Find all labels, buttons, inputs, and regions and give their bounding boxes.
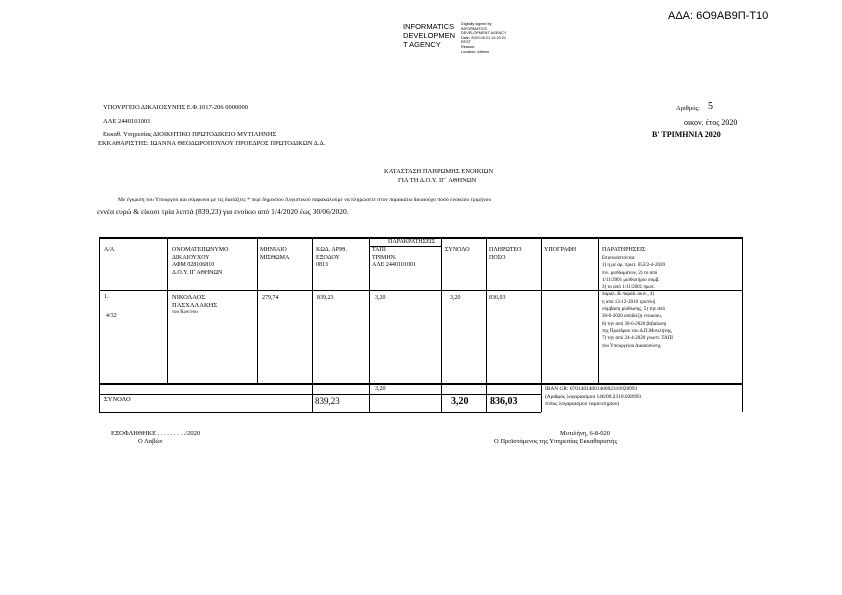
row-payable: 836,03 — [489, 295, 506, 301]
row-monthly: 279,74 — [262, 295, 279, 301]
footer-total: 3,20 — [451, 396, 469, 407]
col-kae: ΚΩΔ. ΑΡΙΘ. ΕΞΟΔΟΥ 0813 — [316, 247, 347, 268]
head-signature: Ο Προϊστάμενος της Υπηρεσίας Εκκαθαριστής — [494, 438, 618, 445]
clearing-line: ΕΚΚΑΘΑΡΙΣΤΗΣ: ΙΩΑΝΝΑ ΘΕΟΔΩΡΟΠΟΥΛΟΥ ΠΡΟΕΔΡΟΣ ΠΡΩΤΟΔΙΚΩΝ Δ.Δ. — [98, 140, 326, 147]
ministry-line: ΥΠΟΥΡΓΕΙΟ ΔΙΚΑΙΟΣΥΝΗΣ Ε.Φ.1017-206 0000000 — [103, 104, 249, 111]
document-subtitle: ΓΙΑ ΤΗ Δ.Ο.Υ. ΙΓ΄ ΑΘΗΝΩΝ — [398, 177, 477, 184]
row-aa: 1. — [104, 294, 109, 300]
agency-line2: DEVELOPMEN — [403, 31, 456, 40]
sum-tapi: 3,20 — [375, 386, 386, 392]
row-tapi: 3,20 — [375, 295, 386, 301]
authority-line: Εκκαθ. Υπηρεσίας ΔΙΟΙΚΗΤΙΚΟ ΠΡΩΤΟΔΙΚΕΙΟ ΜΥΤΙΛΗΝΗΣ — [103, 131, 277, 138]
col-total: ΣΥΝΟΛΟ — [445, 247, 470, 253]
footer-kae: 839,23 — [315, 396, 340, 406]
number-value: 5 — [708, 101, 713, 112]
footer-label: ΣΥΝΟΛΟ — [104, 396, 131, 403]
col-remarks: ΠΑΡΑΤΗΡΗΣΕΙΣ — [602, 247, 646, 253]
row-beneficiary: ΝΙΚΟΛΑΟΣ ΠΑΣΧΑΛΑΚΗΣ του Κων/νου — [172, 294, 218, 315]
iban-info: IBAN GR: 6701401460146002310928993 (Αριθμός λογαριασμού 146/00.2310.028993 τύπος λογαριασμού ταμιευτηρίου) — [545, 386, 642, 407]
place-date: Μυτιλήνη, 6-8-020 — [560, 430, 611, 437]
col-aa: Α/Α — [104, 247, 115, 253]
agency-line3: T AGENCY — [403, 40, 441, 49]
col-name: ΟΝΟΜΑΤΕΠΩΝΥΜΟ ΔΙΚΑΙΟΥΧΟΥ ΑΦΜ 028106810 Δ.Ο.Υ. ΙΓ ΑΘΗΝΩΝ — [172, 247, 229, 276]
number-label: Αριθμός: — [676, 105, 700, 112]
intro-line2: εννέα ευρώ & είκοσι τρία λεπτά (839,23) για ενοίκιο από 1/4/2020 έως 30/06/2020. — [97, 207, 349, 216]
col-payable: ΠΛΗΡΩΤΕΟ ΠΟΣΟ — [489, 247, 522, 261]
fiscal-year: οικον. έτος 2020 — [684, 118, 738, 127]
intro-line1: Με έγκριση του Υπουργού και σύμφωνα με τις διατάξεις * περί δημοσίου Λογιστικού παρακαλούμε να πληρώσετε στον παρακάτω δικαιούχο ποσό ενοικίου τριμήνου — [118, 197, 492, 203]
agency-stamp — [403, 22, 455, 49]
withholdings-header: ΠΑΡΑΚΡΑΤΗΣΕΙΣ — [388, 239, 436, 245]
ada-code: ΑΔΑ: 6Ο9ΑΒ9Π-Τ10 — [668, 10, 769, 22]
remarks-text: Επισυνάπτονται: 1) η με αρ. πρωτ. 653/2-4-2020 πιν. μισθωμάτων, 2) το από 1/11/2001 μισθωτήριο συμβ. 3) το από 1/11/2001 πρωτ. παραλ. & παράδ. ακιν., 4) η από 13-12-2010 τροπ/κή σύμβαση μίσθωσης, 5) την από 30-6-2020 απόδειξη ενοικίου, 6) την από 30-6-2020 βεβαίωση της Προέδρου του Δ.Π.Μυτιλήνης, 7) την από 24-4-2020 γνωστ. ΤΑΠΙ του Υπουργείου Δικαιοσύνης — [602, 256, 673, 349]
col-signature: ΥΠΟΓΡΑΦΗ — [544, 247, 577, 253]
signature-details: Digitally signed by INFORMATICS DEVELOPMENT AGENCY Date: 2020.09.21 12:20:21 EEST Reason: Location: Athens — [461, 22, 507, 54]
footer-payable: 836,03 — [490, 396, 518, 407]
agency-line1: INFORMATICS — [403, 22, 455, 31]
col-monthly: ΜΗΝΙΑΙΟ ΜΙΣΘΩΜΑ — [260, 247, 290, 261]
recipient-label: Ο Λαβών — [138, 438, 163, 445]
ale-line: ΑΛΕ 2440101001 — [103, 118, 151, 125]
col-tapi: ΤΑΠΙ ΤΡΙΜΗΝ. ΑΛΕ 2440101001 — [372, 247, 416, 268]
row-total: 3,20 — [450, 295, 461, 301]
row-kae: 839,23 — [317, 295, 334, 301]
quarter: Β' ΤΡΙΜΗΝΙΑ 2020 — [652, 130, 721, 139]
document-title: ΚΑΤΑΣΤΑΣΗ ΠΛΗΡΩΜΗΣ ΕΝΟΙΚΙΩΝ — [384, 168, 494, 175]
row-aa-ref: 4/32 — [106, 313, 117, 319]
paid-line: ΕΞΟΦΛΗΘΗΚΕ . . . . . . . . ./2020 — [111, 430, 201, 437]
